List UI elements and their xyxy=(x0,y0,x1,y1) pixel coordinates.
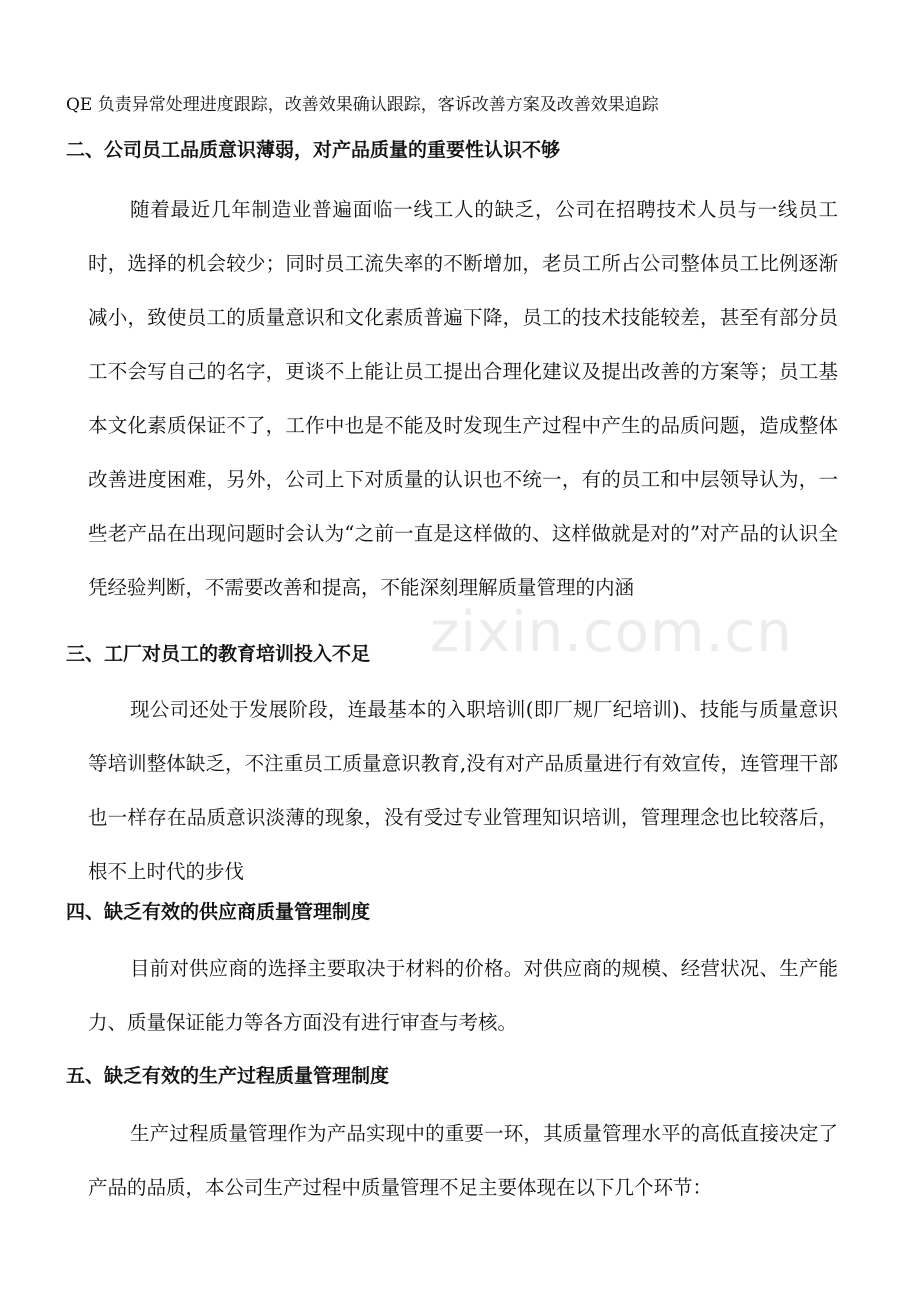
section-4-paragraph: 目前对供应商的选择主要取决于材料的价格。对供应商的规模、经营状况、生产能力、质量保证能力等各方面没有进行审查与考核。 xyxy=(88,957,838,1034)
section-3-paragraph: 现公司还处于发展阶段，连最基本的入职培训(即厂规厂纪培训)、技能与质量意识等培训整体缺乏，不注重员工质量意识教育,没有对产品质量进行有效宣传，连管理干部也一样存在品质意识淡薄的现象，没有受过专业管理知识培训，管理理念也比较落后，根不上时代的步伐 xyxy=(88,698,838,883)
section-3-heading: 三、工厂对员工的教育培训投入不足 xyxy=(66,643,371,665)
section-4-heading: 四、缺乏有效的供应商质量管理制度 xyxy=(66,901,371,923)
intro-line: QE 负责异常处理进度跟踪，改善效果确认跟踪，客诉改善方案及改善效果追踪 xyxy=(66,95,659,115)
section-2-paragraph: 随着最近几年制造业普遍面临一线工人的缺乏，公司在招聘技术人员与一线员工时，选择的机会较少；同时员工流失率的不断增加，老员工所占公司整体员工比例逐渐减小，致使员工的质量意识和文化素质普遍下降，员工的技术技能较差，甚至有部分员工不会写自己的名字，更谈不上能让员工提出合理化建议及提出改善的方案等；员工基本文化素质保证不了，工作中也是不能及时发现生产过程中产生的品质问题，造成整体改善进度困难，另外，公司上下对质量的认识也不统一，有的员工和中层领导认为，一些老产品在出现问题时会认为“之前一直是这样做的、这样做就是对的”对产品的认识全凭经验判断，不需要改善和提高，不能深刻理解质量管理的内涵 xyxy=(88,198,838,599)
section-5-heading: 五、缺乏有效的生产过程质量管理制度 xyxy=(66,1065,390,1087)
section-5-paragraph: 生产过程质量管理作为产品实现中的重要一环，其质量管理水平的高低直接决定了产品的品质，本公司生产过程中质量管理不足主要体现在以下几个环节： xyxy=(88,1122,838,1199)
section-2-heading: 二、公司员工品质意识薄弱，对产品质量的重要性认识不够 xyxy=(66,139,561,161)
watermark: zixin.com.cn xyxy=(430,600,793,665)
